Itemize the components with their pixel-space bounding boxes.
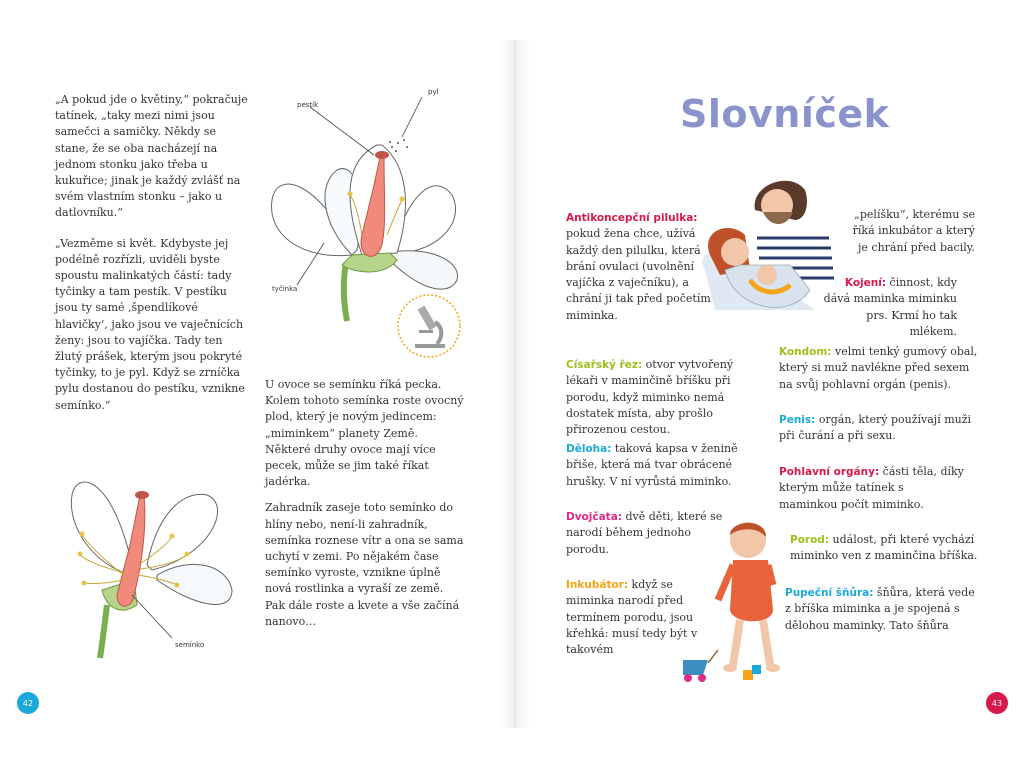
left-text-column [55, 92, 253, 424]
entry-text: když se miminka narodí před termínem porodu, jsou křehká: musí tedy být v takovém [566, 578, 698, 657]
page-number-right: 43 [986, 692, 1008, 714]
entry-term: Porod: [790, 534, 830, 546]
label-seminko: semínko [175, 641, 205, 649]
microscope-icon [395, 292, 463, 360]
entry-term: Antikoncepční pilulka: [566, 212, 698, 224]
entry-antikoncepcni-pilulka [566, 210, 714, 324]
entry-term: Inkubátor: [566, 579, 629, 591]
entry-text: orgán, který používají muži při čurání a při sexu. [779, 413, 972, 443]
entry-dvojcata [566, 509, 726, 558]
entry-porod [790, 532, 985, 565]
entry-term: Penis: [779, 414, 816, 426]
entry-text: činnost, kdy dává maminka miminku prs. Krmí ho tak mlékem. [823, 276, 957, 338]
entry-inkubator-continued [845, 207, 975, 256]
paragraph-2: „Vezměme si květ. Kdybyste jej podélně rozřízli, uviděli byste spoustu malinkatých částí: tady tyčinky a tam pestík. V pestíku jsou ty samé ‚špendlíkové hlavičky‘, jako jsou ve vaječnících ženy: jsou to vajíčka. Tady ten žlutý prášek, kterým jsou pokryté tyčinky, to je pyl. Když se zrníčka pylu dostanou do pestíku, vznikne semínko.“ [55, 236, 245, 412]
entry-penis [779, 412, 979, 445]
entry-pohlavni-organy [779, 464, 964, 513]
entry-text: „pelíšku“, kterému se říká inkubátor a který je chrání před bacily. [852, 208, 975, 254]
entry-term: Císařský řez: [566, 359, 643, 371]
page-title: Slovníček [680, 92, 890, 136]
paragraph-1: „A pokud jde o květiny,“ pokračuje tatínek, „taky mezi nimi jsou samečci a samičky. Někdy se stane, že se oba nacházejí na jednom stonku jako třeba u kukuřice; jinak je každý zvlášť na svém vlastním stonku – jako u datlovníku.“ [55, 93, 248, 220]
entry-text: dvě děti, které se narodí během jednoho porodu. [566, 510, 723, 556]
entry-deloha [566, 441, 766, 490]
entry-text: událost, při které vychází miminko ven z maminčina bříška. [790, 533, 978, 563]
entry-inkubator [566, 577, 718, 658]
entry-text: taková kapsa v ženině břiše, která má tvar obrácené hrušky. V ní vyrůstá miminko. [566, 442, 738, 488]
label-pyl: pyl [428, 88, 439, 96]
paragraph-3: U ovoce se semínku říká pecka. Kolem tohoto semínka roste ovocný plod, který je novým jedincem: „miminkem“ planety Země. Některé druhy ovoce mají více pecek, může se jim také říkat jadérka. [265, 378, 464, 489]
entry-term: Kondom: [779, 346, 832, 358]
entry-term: Pohlavní orgány: [779, 466, 880, 478]
middle-text-column [265, 377, 465, 640]
entry-term: Pupeční šňůra: [785, 587, 874, 599]
entry-text: pokud žena chce, užívá každý den pilulku, která brání ovulaci (uvolnění vajíčka z vaječníku), a chrání ji tak před početím miminka. [566, 227, 711, 322]
entry-text: velmi tenký gumový obal, který si muž navlékne před sexem na svůj pohlavní orgán (penis). [779, 345, 978, 391]
label-tycinka: tyčinka [272, 285, 298, 293]
entry-term: Děloha: [566, 443, 612, 455]
entry-text: části těla, díky kterým může tatínek s maminkou počít miminko. [779, 465, 964, 511]
paragraph-4: Zahradník zaseje toto semínko do hlíny nebo, není-li zahradník, semínka roznese vítr a ona se sama uchytí v zemi. Po nějakém čase semínko vyroste, vznikne úplně nová rostlinka a vyraší ze země. Pak dále roste a kvete a vše začíná nanovo… [265, 501, 464, 628]
parents-breastfeeding-illustration [695, 160, 840, 325]
flower-cross-section-illustration [62, 455, 242, 660]
entry-text: otvor vytvořený lékaři v maminčině bříšku při porodu, když miminko nemá dostatek místa, aby prošlo přirozenou cestou. [566, 358, 734, 437]
label-pestik: pestík [297, 101, 319, 109]
entry-term: Kojení: [844, 277, 887, 289]
entry-cisarsky-rez [566, 357, 766, 438]
entry-kondom [779, 344, 979, 393]
entry-term: Dvojčata: [566, 511, 622, 523]
book-gutter [500, 40, 530, 728]
entry-text: šňůra, která vede z bříška miminka a je spojená s dělohou maminky. Tato šňůra [785, 586, 975, 632]
page-number-left: 42 [17, 692, 39, 714]
entry-kojeni [822, 275, 957, 340]
entry-pupecni-snura [785, 585, 975, 634]
